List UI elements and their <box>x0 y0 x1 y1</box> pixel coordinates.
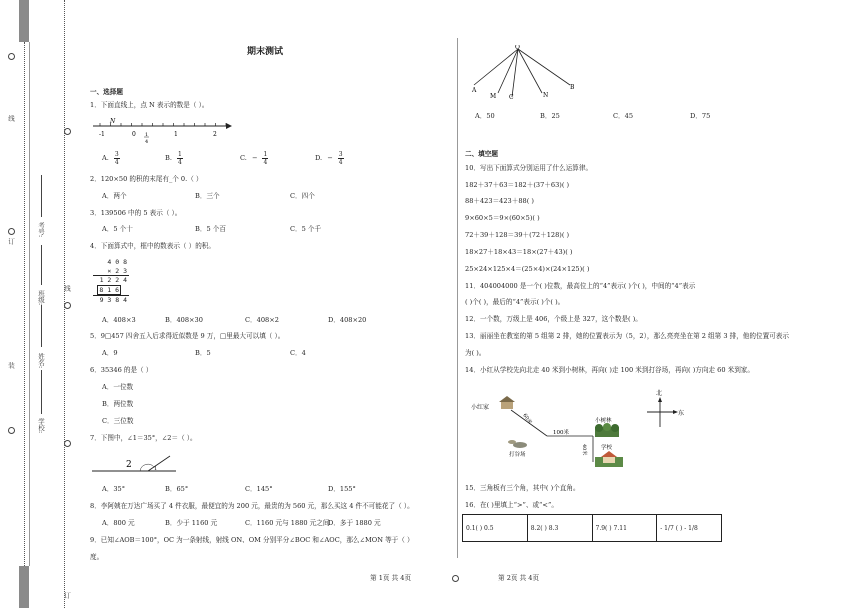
page-title: 期末测试 <box>247 47 284 57</box>
point-c-label: C <box>509 94 514 100</box>
binding-line-outer <box>24 42 25 566</box>
q1-option <box>165 151 183 166</box>
class-label: 班级: <box>37 290 45 306</box>
column-divider <box>457 38 458 558</box>
angle-2-label: 2 <box>126 460 132 470</box>
q9-option-b: B．25 <box>540 112 560 120</box>
distance-60-label: 60米 <box>521 412 533 426</box>
q5-option-a: A．9 <box>102 349 118 357</box>
binding-hole <box>8 53 15 60</box>
q16-table <box>462 514 722 542</box>
q14-map <box>465 382 705 474</box>
calc-line: 1 2 2 4 <box>99 276 127 284</box>
calc-line: 4 0 8 <box>107 258 127 266</box>
center-hole <box>452 575 459 582</box>
q13-line2: 为( )。 <box>465 349 486 357</box>
binding-hole <box>64 302 71 309</box>
q2-option-c: C．四个 <box>290 192 315 200</box>
q8-option-b: B．少于 1160 元 <box>165 519 218 527</box>
section-choice: 一、选择题 <box>90 88 123 96</box>
minus-sign: − <box>327 154 333 162</box>
calc-line: 9 3 8 4 <box>93 295 129 305</box>
q9-text-2: 度。 <box>90 553 104 561</box>
q10-line: 72＋39＋128＝39＋(72＋128)( ) <box>465 231 570 239</box>
school-field <box>41 370 42 414</box>
north-label: 北 <box>656 390 663 397</box>
q4-option-d: D．408×20 <box>328 316 367 324</box>
q12-text: 12．一个数，万级上是 406，个级上是 327，这个数是( )。 <box>465 315 642 323</box>
q10-line: 9×60×5＝9×(60×5)( ) <box>465 214 540 222</box>
q1-option <box>102 151 120 166</box>
q2-text: 2．120×50 的积的末尾有_个 0.（ ） <box>90 175 203 183</box>
q7-option-d: D．155° <box>328 485 356 493</box>
line-label: 线 <box>7 115 15 122</box>
q7-option-a: A．35° <box>102 485 126 493</box>
q6-text: 6．35346 的是（ ） <box>90 366 153 374</box>
q5-option-c: C．4 <box>290 349 306 357</box>
q4-vertical-calc <box>93 258 129 308</box>
woods-icon <box>595 423 619 437</box>
denominator: 4 <box>177 159 182 166</box>
q1-number-line <box>90 116 235 146</box>
option-label: A. <box>102 154 109 162</box>
q3-text: 3．139506 中的 5 表示（ ）。 <box>90 209 182 217</box>
school-icon <box>595 451 623 467</box>
q5-option-b: B．5 <box>195 349 211 357</box>
binding-gray-bottom <box>19 566 29 608</box>
point-m-label: M <box>490 93 497 100</box>
q8-option-d: D．多于 1880 元 <box>328 519 381 527</box>
q7-option-b: B．65° <box>165 485 189 493</box>
q6-option-c: C．三位数 <box>102 417 134 425</box>
calc-line: × 2 3 <box>93 267 129 277</box>
q9-option-a: A．50 <box>475 112 495 120</box>
q10-line: 18×27＋18×43＝18×(27＋43)( ) <box>465 248 573 256</box>
q5-text: 5．9□457 四舍五入后求得近似数是 9 万，□里最大可以填（ ）。 <box>90 332 285 340</box>
denominator: 4 <box>114 159 119 166</box>
q6-option-a: A．一位数 <box>102 383 134 391</box>
school-label: 学校: <box>37 418 45 434</box>
binding-frame <box>29 42 30 566</box>
q4-option-b: B．408×30 <box>165 316 203 324</box>
q16-text: 16．在( )里填上“>”、或“<”。 <box>465 501 558 509</box>
q2-option-b: B．三个 <box>195 192 220 200</box>
denominator: 4 <box>263 159 268 166</box>
q1-text: 1．下面直线上，点 N 表示的数是（ ）。 <box>90 101 209 109</box>
quarter-den: 4 <box>145 139 149 145</box>
order-label: 订 <box>7 238 15 245</box>
q3-option-c: C．5 个千 <box>290 225 322 233</box>
q1-option <box>240 151 268 166</box>
q8-option-a: A．800 元 <box>102 519 135 527</box>
q9-ray-figure <box>470 45 585 100</box>
denominator: 4 <box>338 159 343 166</box>
section-fill: 二、填空题 <box>465 150 498 158</box>
field-icon <box>508 440 527 448</box>
q11-line1: 11．404004000 是一个( )位数，最高位上的“4”表示( )个( )，中间的“4”表示 <box>465 282 696 290</box>
binding-hole <box>64 440 71 447</box>
fraction <box>114 151 120 166</box>
exam-no-field <box>41 175 42 217</box>
q1-option <box>315 151 344 166</box>
q4-option-a: A．408×3 <box>102 316 136 324</box>
q13-line1: 13．丽丽坐在教室的第 5 组第 2 排，她的位置表示为（5，2），那么亮亮坐在第 2 组第 3 排，他的位置可表示 <box>465 332 789 340</box>
binding-strip <box>0 0 70 608</box>
tick-label: -1 <box>99 131 105 138</box>
q9-option-c: C．45 <box>613 112 634 120</box>
q10-text: 10．写出下面算式分别运用了什么运算律。 <box>465 164 593 172</box>
q7-text: 7．下图中，∠1＝35°，∠2＝（ ）。 <box>90 434 197 442</box>
minus-sign: − <box>251 154 258 162</box>
q8-option-c: C．1160 元与 1880 元之间 <box>245 519 330 527</box>
home-icon <box>499 396 515 409</box>
fraction <box>177 151 183 166</box>
q6-option-b: B．两位数 <box>102 400 134 408</box>
fraction <box>338 151 344 166</box>
order-label-inner: 订 <box>63 592 71 599</box>
east-label: 东 <box>678 410 685 417</box>
q7-angle-figure <box>90 453 180 475</box>
home-label: 小红家 <box>471 404 490 411</box>
q10-line: 182＋37＋63＝182＋(37＋63)( ) <box>465 181 570 189</box>
q7-option-c: C．145° <box>245 485 273 493</box>
numerator: 1 <box>177 151 182 158</box>
distance-40-label: 40米 <box>581 444 587 456</box>
q4-option-c: C．408×2 <box>245 316 279 324</box>
compass-icon <box>647 397 678 427</box>
q11-line2: ( )个( )，最后的“4”表示( )个( )。 <box>465 298 565 306</box>
point-n-label: N <box>110 118 116 125</box>
q16-cell: 0.1( ) 0.5 <box>463 515 528 541</box>
q16-cell: 7.9( ) 7.11 <box>593 515 658 541</box>
q2-option-a: A．两个 <box>102 192 127 200</box>
q14-text: 14．小红从学校先向北走 40 米到小树林，再向( )走 100 米到打谷场，再向( )方向走 60 米到家。 <box>465 366 754 374</box>
q4-text: 4．下面算式中，框中的数表示（ ）的积。 <box>90 242 215 250</box>
school-label: 学校 <box>601 445 613 451</box>
q16-cell: 8.2( ) 8.3 <box>528 515 593 541</box>
q9-option-d: D．75 <box>690 112 711 120</box>
numerator: 3 <box>114 151 119 158</box>
point-a-label: A <box>472 87 477 94</box>
option-label: C. <box>240 154 247 162</box>
point-b-label: B <box>570 84 575 91</box>
q3-option-a: A．5 个十 <box>102 225 133 233</box>
q10-line: 88＋423＝423＋88( ) <box>465 197 534 205</box>
line-label-inner: 线 <box>63 285 71 292</box>
binding-hole <box>64 128 71 135</box>
woods-label: 小树林 <box>595 418 612 424</box>
q16-cell: - 1/7 ( ) - 1/8 <box>660 524 698 532</box>
numerator: 1 <box>263 151 268 158</box>
numerator: 3 <box>338 151 343 158</box>
bind-label: 装 <box>7 362 15 369</box>
exam-no-label: 考号: <box>37 222 45 238</box>
option-label: D. <box>315 154 323 162</box>
tick-label: 1 <box>174 131 178 138</box>
class-field <box>41 245 42 285</box>
angle-1-label: 1 <box>154 466 158 472</box>
q3-option-b: B．5 个百 <box>195 225 226 233</box>
name-label: 姓名: <box>37 353 45 369</box>
name-field <box>41 305 42 347</box>
q15-text: 15．三角板有三个角，其中( )个直角。 <box>465 484 580 492</box>
tick-label: 2 <box>213 131 217 138</box>
point-n-label: N <box>543 92 549 99</box>
page-number-2: 第 2页 共 4页 <box>498 574 540 582</box>
binding-gray-top <box>19 0 29 42</box>
calc-line-boxed: 8 1 6 <box>99 285 119 294</box>
option-label: B. <box>165 154 172 162</box>
tick-label: 0 <box>132 131 136 138</box>
binding-hole <box>8 228 15 235</box>
q9-text: 9．已知∠AOB＝100°，OC 为一条射线，射线 ON、OM 分别平分∠BOC 和∠AOC，那么∠MON 等于（ ） <box>90 536 414 544</box>
point-o-label: O <box>515 45 520 51</box>
page-number-1: 第 1页 共 4页 <box>370 574 412 582</box>
binding-hole <box>8 427 15 434</box>
q10-line: 25×24×125×4＝(25×4)×(24×125)( ) <box>465 265 590 273</box>
q8-text: 8．李阿姨在万达广场买了 4 件衣服，最便宜的为 200 元，最贵的为 560 元，那么买这 4 件不可能花了（ ）。 <box>90 502 414 510</box>
distance-100-label: 100米 <box>553 430 569 436</box>
field-label: 打谷场 <box>509 452 526 458</box>
quarter-num: 1 <box>145 132 149 138</box>
fraction <box>262 151 268 166</box>
